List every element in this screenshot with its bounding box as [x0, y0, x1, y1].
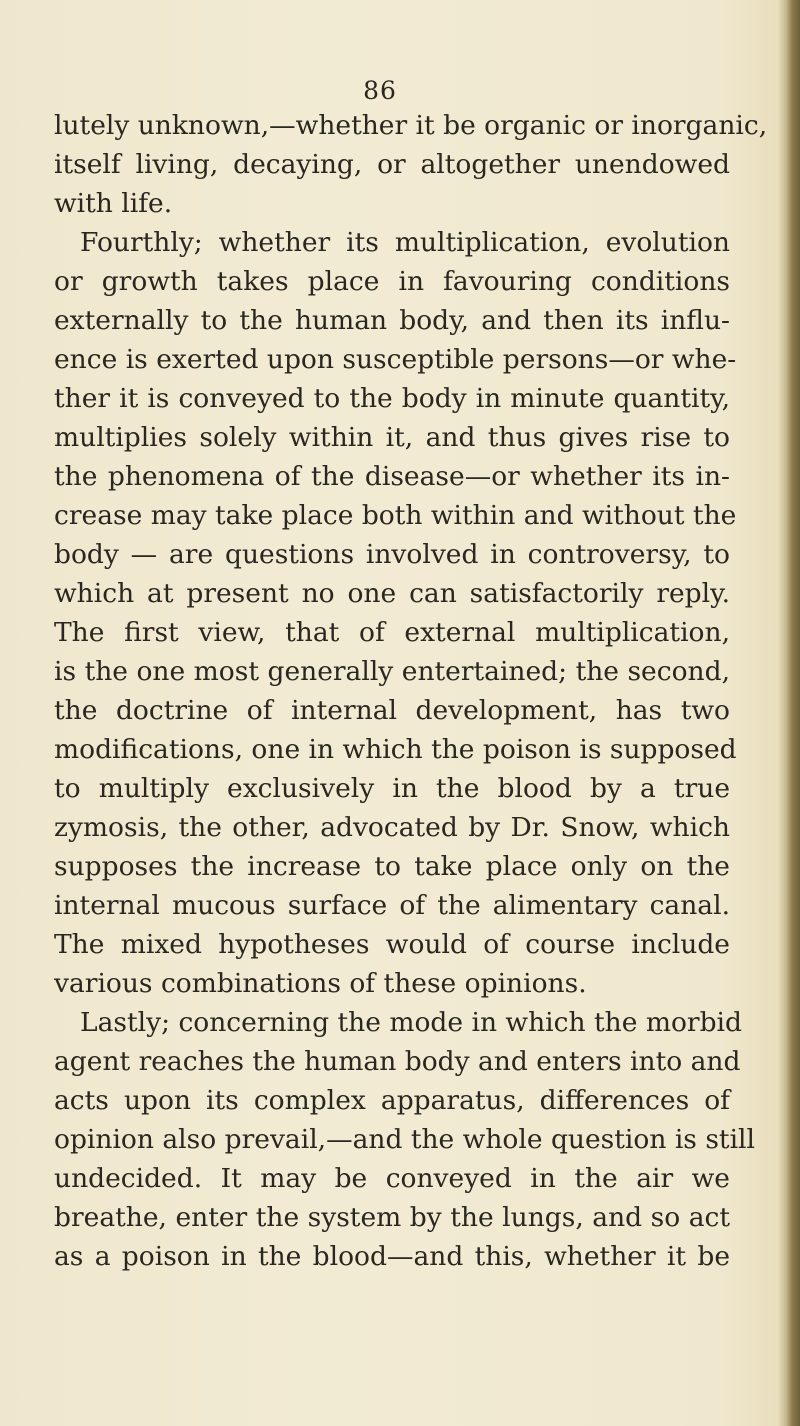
- text-line: zymosis, the other, advocated by Dr. Snow, which: [54, 812, 730, 843]
- text-line: internal mucous surface of the alimentary canal.: [54, 890, 730, 921]
- text-line: supposes the increase to take place only on the: [54, 851, 730, 882]
- text-line: body — are questions involved in controversy, to: [54, 539, 730, 570]
- text-line: multiplies solely within it, and thus gives rise to: [54, 422, 730, 453]
- text-line: with life.: [54, 188, 173, 219]
- text-line: opinion also prevail,—and the whole question is still: [54, 1124, 756, 1155]
- text-line: lutely unknown,—whether it be organic or inorganic,: [54, 110, 768, 141]
- page-edge-shadow: [778, 0, 786, 1426]
- text-line: or growth takes place in favouring conditions: [54, 266, 730, 297]
- text-line: breathe, enter the system by the lungs, and so act: [54, 1202, 730, 1233]
- text-line: acts upon its complex apparatus, differences of: [54, 1085, 730, 1116]
- text-line: agent reaches the human body and enters into and: [54, 1046, 741, 1077]
- text-line: ther it is conveyed to the body in minute quantity,: [54, 383, 730, 414]
- text-line: which at present no one can satisfactorily reply.: [54, 578, 730, 609]
- text-line: The mixed hypotheses would of course include: [54, 929, 730, 960]
- text-line: The first view, that of external multiplication,: [54, 617, 730, 648]
- text-line: undecided. It may be conveyed in the air we: [54, 1163, 730, 1194]
- text-line: Lastly; concerning the mode in which the morbid: [80, 1007, 742, 1038]
- text-line: crease may take place both within and without the: [54, 500, 737, 531]
- page-number: 86: [363, 76, 397, 105]
- text-line: as a poison in the blood—and this, whether it be: [54, 1241, 730, 1272]
- text-line: the phenomena of the disease—or whether its in-: [54, 461, 730, 492]
- text-line: externally to the human body, and then its influ-: [54, 305, 730, 336]
- text-line: is the one most generally entertained; the second,: [54, 656, 730, 687]
- text-line: Fourthly; whether its multiplication, evolution: [80, 227, 730, 258]
- text-line: itself living, decaying, or altogether unendowed: [54, 149, 730, 180]
- text-line: various combinations of these opinions.: [54, 968, 587, 999]
- page-edge: [786, 0, 800, 1426]
- text-line: modifications, one in which the poison is supposed: [54, 734, 737, 765]
- text-line: the doctrine of internal development, has two: [54, 695, 730, 726]
- body-text: [54, 106, 768, 1276]
- text-line: ence is exerted upon susceptible persons—or whe-: [54, 344, 737, 375]
- text-line: to multiply exclusively in the blood by a true: [54, 773, 730, 804]
